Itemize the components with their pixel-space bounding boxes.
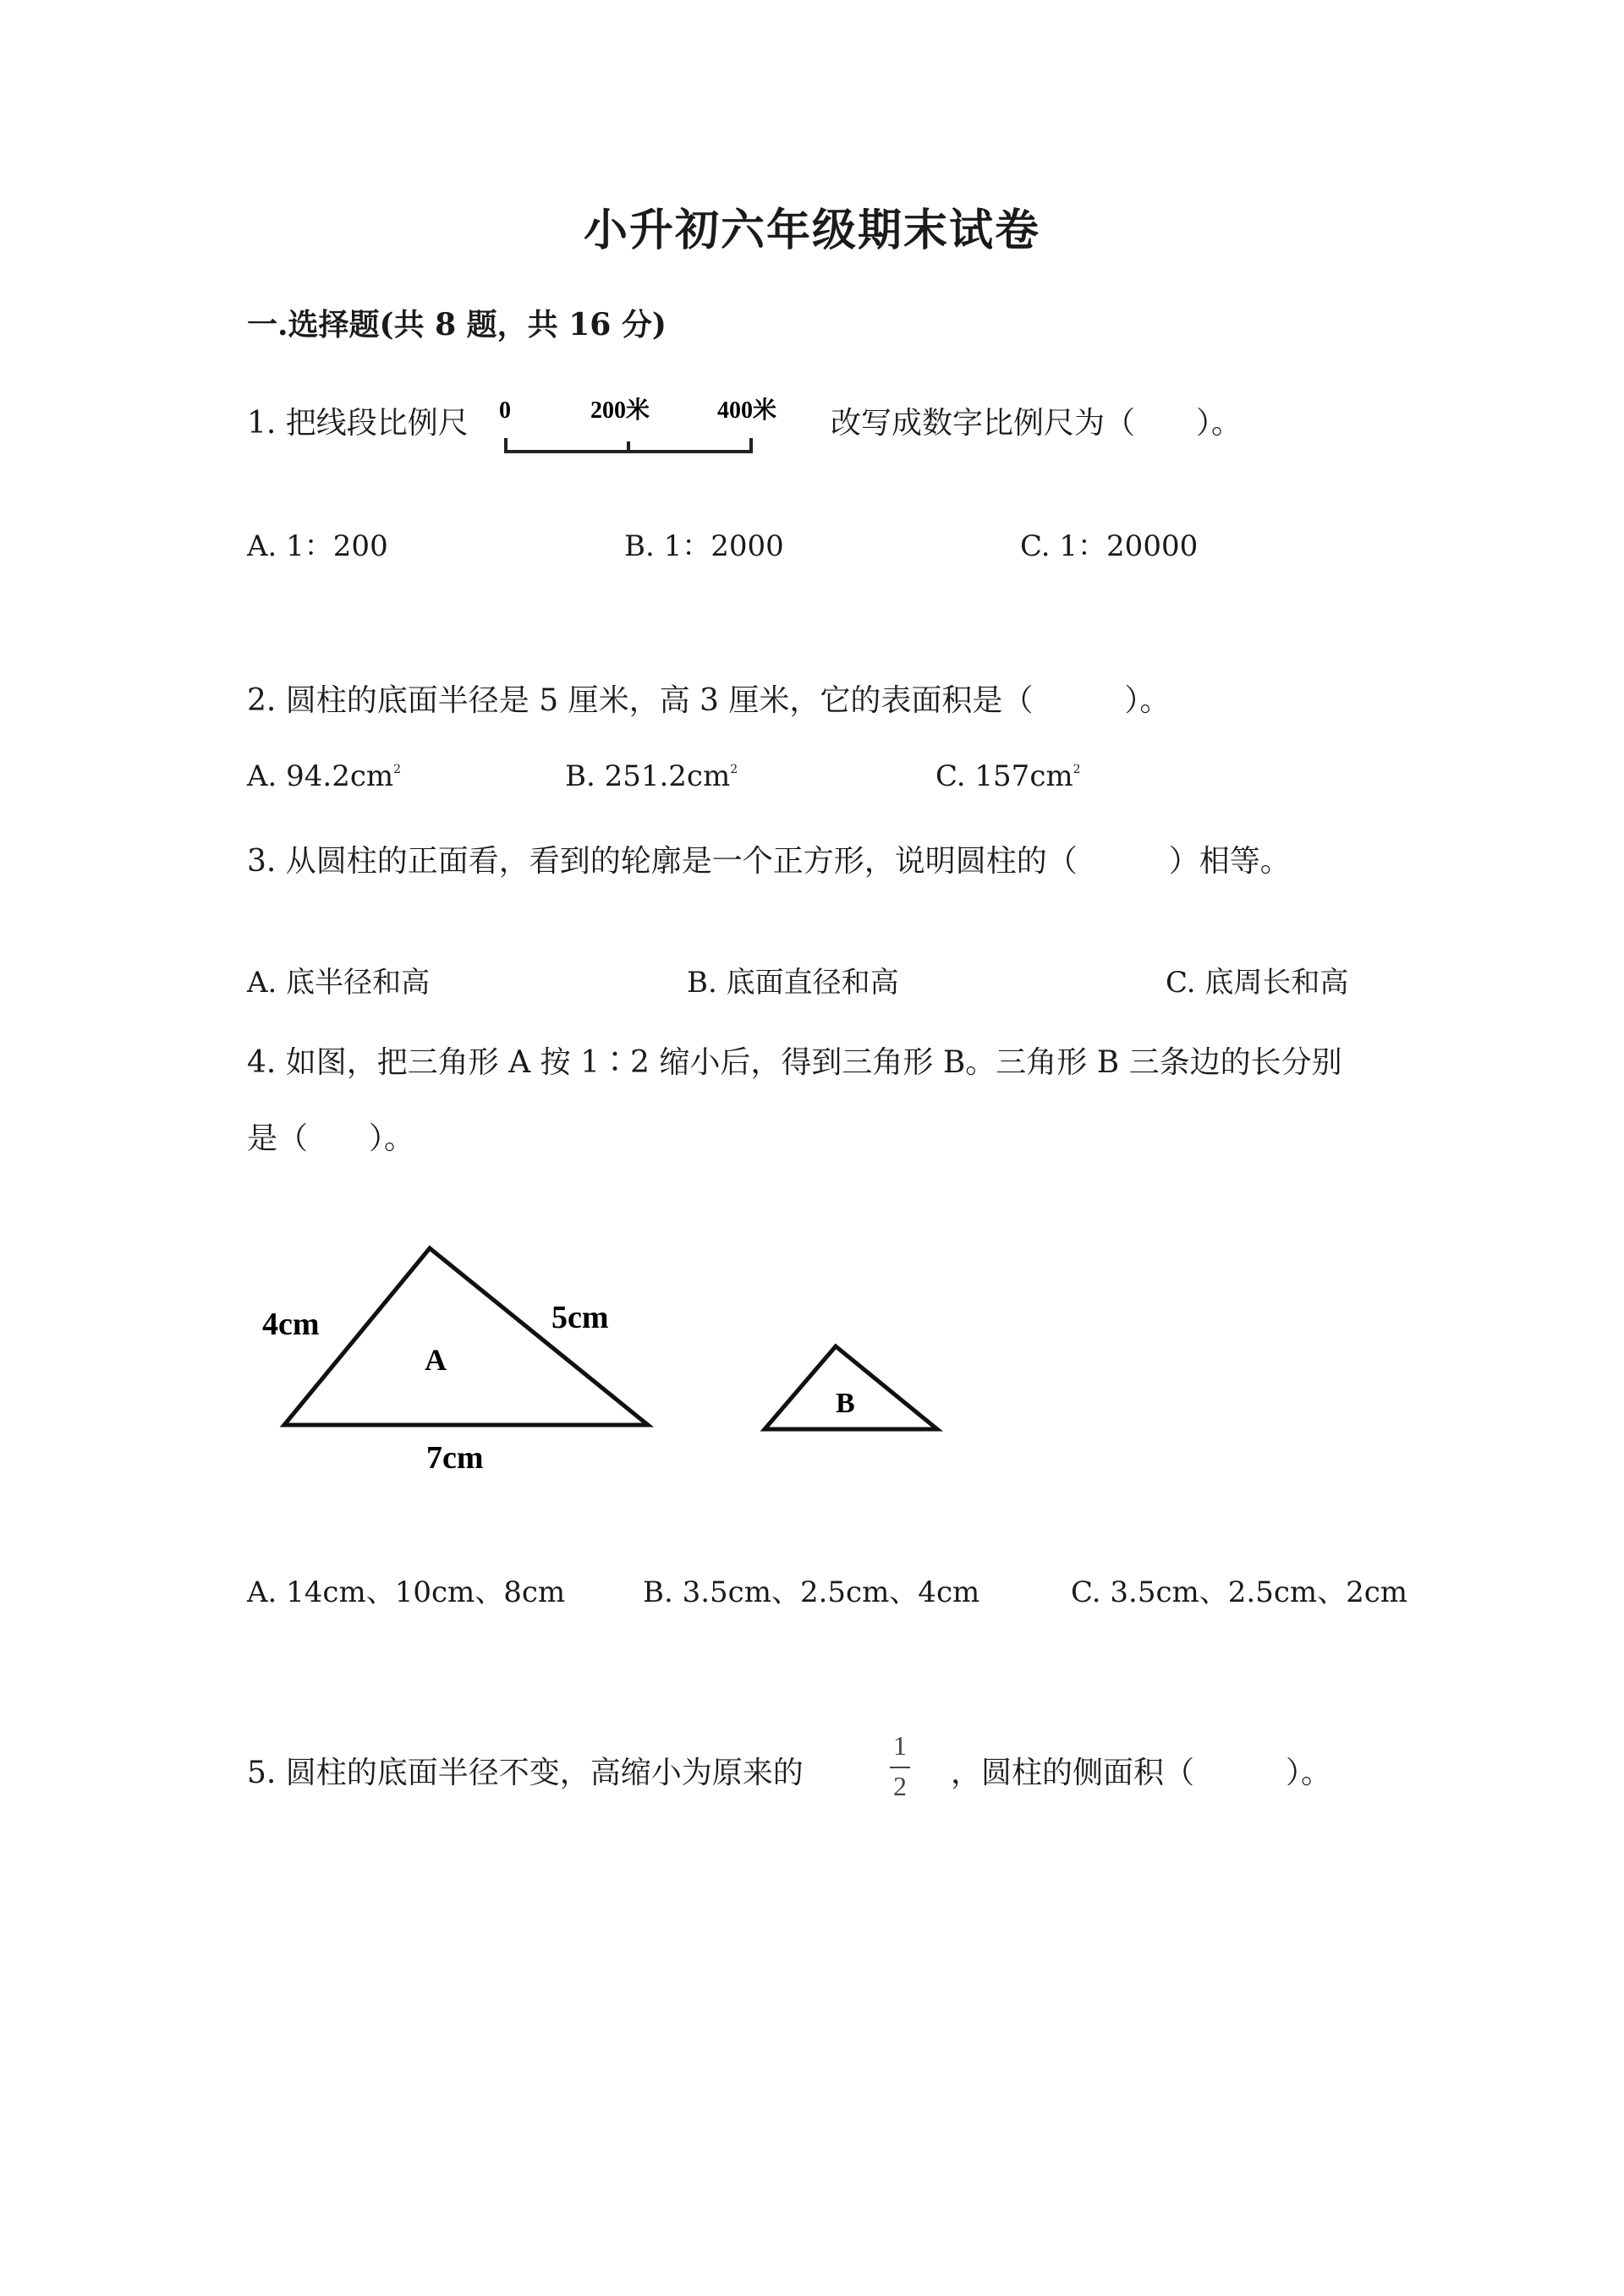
triangle-b-name: B [836,1388,855,1419]
q2-option-b[interactable] [565,759,738,793]
scale-bar-label-200: 200米 [590,397,650,424]
triangle-a-name: A [425,1343,447,1377]
q2-option-a[interactable] [247,759,401,793]
q4-option-c[interactable]: C. 3.5cm、2.5cm、2cm [1071,1575,1408,1609]
q2-option-a-value: A. 94.2cm [247,759,394,793]
scale-bar-label-400: 400米 [717,397,777,424]
question-5-text-after: ，圆柱的侧面积（ ）。 [951,1756,1332,1790]
q2-option-c[interactable] [935,759,1081,793]
q4-option-b[interactable]: B. 3.5cm、2.5cm、4cm [643,1575,980,1609]
triangle-a-base-label: 7cm [426,1440,484,1476]
q1-option-c[interactable]: C. 1：20000 [1020,529,1199,563]
q1-option-b[interactable]: B. 1：2000 [624,529,784,563]
q4-option-a[interactable]: A. 14cm、10cm、8cm [247,1575,566,1609]
q2-option-c-value: C. 157cm [935,759,1073,793]
fraction-denominator: 2 [893,1771,907,1801]
q2-option-c-sup: 2 [1073,763,1081,776]
q2-option-b-sup: 2 [730,763,738,776]
question-1-text-after: 改写成数字比例尺为（ ）。 [831,406,1243,441]
triangle-a-shape [284,1248,648,1425]
triangle-a-right-label: 5cm [551,1300,609,1335]
question-4-text-line1: 4. 如图，把三角形 A 按 1∶2 缩小后，得到三角形 B。三角形 B 三条边的长分别 [247,1045,1342,1080]
q3-option-a[interactable]: A. 底半径和高 [247,966,431,1000]
question-1-text-before: 1. 把线段比例尺 [247,406,469,441]
q2-option-b-value: B. 251.2cm [565,759,731,793]
q3-option-b[interactable]: B. 底面直径和高 [687,966,899,1000]
q3-option-c[interactable]: C. 底周长和高 [1166,966,1349,1000]
fraction-bar [890,1767,910,1768]
scale-bar-label-0: 0 [499,397,511,424]
question-3-text: 3. 从圆柱的正面看，看到的轮廓是一个正方形，说明圆柱的（ ）相等。 [247,844,1291,879]
question-4-text-line2: 是（ ）。 [247,1121,415,1156]
q1-option-a[interactable]: A. 1：200 [247,529,388,563]
scale-bar-figure [491,391,812,458]
triangle-a-left-label: 4cm [262,1307,320,1342]
section-heading: 一.选择题(共 8 题，共 16 分) [247,307,667,342]
question-5-text-before: 5. 圆柱的底面半径不变，高缩小为原来的 [247,1756,804,1790]
triangles-figure [237,1218,964,1488]
question-2-text: 2. 圆柱的底面半径是 5 厘米，高 3 厘米，它的表面积是（ ）。 [247,683,1171,718]
page-title: 小升初六年级期末试卷 [583,205,1040,256]
q2-option-a-sup: 2 [393,763,402,776]
fraction-numerator: 1 [893,1730,907,1761]
